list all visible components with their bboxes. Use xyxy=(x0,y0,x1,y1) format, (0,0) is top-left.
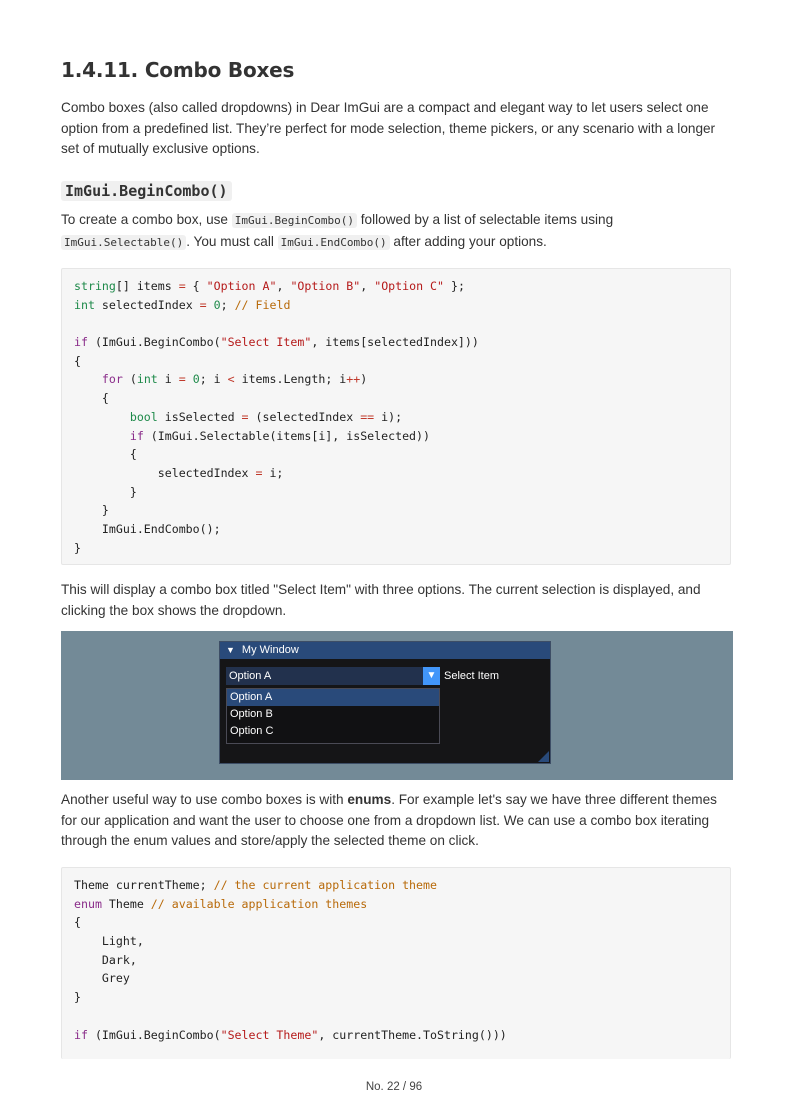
para2-text-2: followed by a list of selectable items using xyxy=(357,212,614,227)
subheading-code: ImGui.BeginCombo() xyxy=(61,181,232,201)
para2-text-1: To create a combo box, use xyxy=(61,212,232,227)
combo-dropdown xyxy=(226,688,440,744)
code-line: { xyxy=(74,353,81,368)
para2-text-3: . You must call xyxy=(186,233,278,249)
combo-arrow-icon[interactable]: ▼ xyxy=(423,667,440,685)
code-line: selectedIndex = i; xyxy=(74,465,284,480)
code-line: int selectedIndex = 0; // Field xyxy=(74,297,291,312)
code-line: } xyxy=(74,990,81,1005)
code-line-blank xyxy=(74,314,718,333)
code-line: { xyxy=(74,915,81,930)
combo-box[interactable]: Option A xyxy=(226,667,440,685)
code-line: if (ImGui.Selectable(items[i], isSelected)) xyxy=(129,428,430,443)
inline-code-endcombo: ImGui.EndCombo() xyxy=(278,235,390,250)
paragraph-3: This will display a combo box titled "Select Item" with three options. The current selection is displayed, and clicking the box shows the dropdown. xyxy=(61,582,701,618)
intro-paragraph: Combo boxes (also called dropdowns) in Dear ImGui are a compact and elegant way to let users select one option from a predefined list. They’re perfect for mode selection, theme pickers, or any scenario with a longer set of mutually exclusive options. xyxy=(61,100,716,157)
dropdown-option[interactable]: Option A xyxy=(227,689,439,706)
code-line: } xyxy=(74,503,109,518)
code-block-1 xyxy=(61,268,731,565)
window-title-bar[interactable] xyxy=(220,642,550,659)
code-line: ImGui.EndCombo(); xyxy=(74,521,221,536)
code-line: Grey xyxy=(74,971,130,986)
code-line: { xyxy=(74,447,137,462)
para4-text-2: . For example let's say we have three different themes for our application and want the user to choose one from a dropdown list. We can use a combo box iterating through the enum values and store/apply the selected theme on click. xyxy=(61,792,717,849)
code-line: Light, xyxy=(74,934,144,949)
para4-text-1: Another useful way to use combo boxes is with xyxy=(61,792,348,807)
para4-bold-enums: enums xyxy=(347,792,392,807)
paragraph-4 xyxy=(61,790,733,852)
para2-text-4: after adding your options. xyxy=(389,233,547,249)
imgui-window xyxy=(219,641,551,764)
combo-label: Select Item xyxy=(444,670,500,682)
page-number: No. 22 / 96 xyxy=(365,1081,423,1093)
code-line: bool isSelected = (selectedIndex == i); xyxy=(129,409,403,424)
dropdown-option[interactable]: Option B xyxy=(230,708,273,720)
collapse-triangle-icon[interactable]: ▼ xyxy=(226,645,235,655)
code-line: enum Theme // available application themes xyxy=(74,896,368,911)
code-line: { xyxy=(74,391,109,406)
code-block-2 xyxy=(61,867,731,1059)
inline-code-selectable: ImGui.Selectable() xyxy=(61,235,186,250)
dropdown-option[interactable]: Option C xyxy=(230,725,274,737)
code-line: if (ImGui.BeginCombo("Select Item", items[selectedIndex])) xyxy=(74,335,479,350)
code-line: } xyxy=(74,484,137,499)
resize-grip-icon[interactable] xyxy=(538,751,549,762)
window-title: My Window xyxy=(241,644,299,656)
subheading xyxy=(61,175,232,203)
code-line: } xyxy=(74,540,81,555)
code-line: if (ImGui.BeginCombo("Select Theme", currentTheme.ToString())) xyxy=(74,1027,507,1042)
inline-code-begincombo: ImGui.BeginCombo() xyxy=(232,213,357,228)
code-line: for (int i = 0; i < items.Length; i++) xyxy=(101,372,368,387)
paragraph-2 xyxy=(61,210,733,253)
code-line: string[] items = { "Option A", "Option B", "Option C" }; xyxy=(74,279,465,293)
code-line: Theme currentTheme; // the current application theme xyxy=(74,878,437,892)
imgui-screenshot xyxy=(61,631,733,780)
code-line-blank xyxy=(74,1007,718,1026)
section-title: 1.4.11. Combo Boxes xyxy=(61,58,295,82)
code-line: Dark, xyxy=(74,952,137,967)
